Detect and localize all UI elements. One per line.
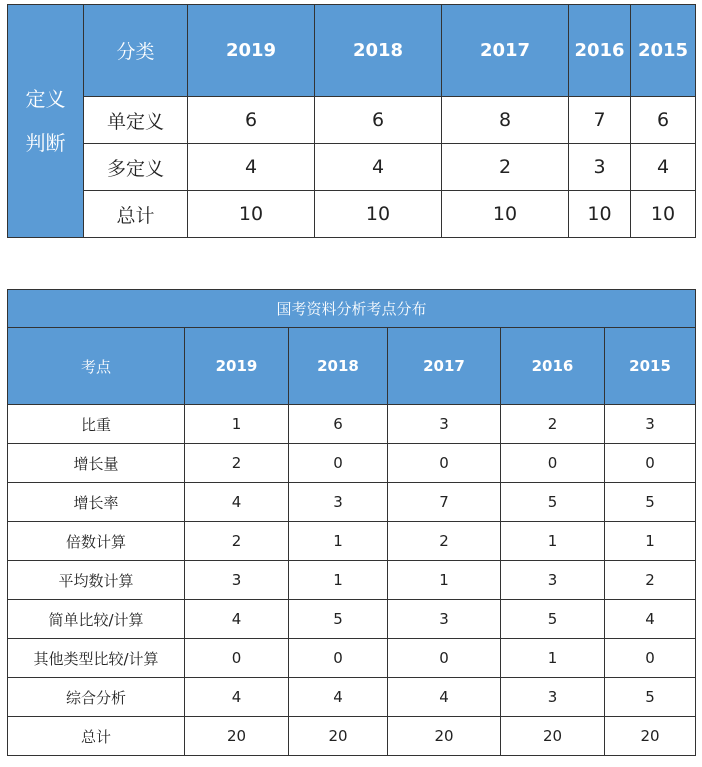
table-row [8,405,696,444]
table-row [8,144,696,191]
cell: 3 [289,483,388,522]
cell: 20 [501,717,605,756]
cell: 4 [188,144,315,191]
row-label: 比重 [8,405,185,444]
cell: 2 [388,522,501,561]
side-label [8,5,84,238]
cell: 1 [501,639,605,678]
header-year: 2017 [442,5,569,97]
cell: 10 [442,191,569,238]
data-analysis-topics-table [7,289,696,756]
table-row [8,522,696,561]
cell: 10 [631,191,696,238]
cell: 5 [501,600,605,639]
cell: 5 [289,600,388,639]
cell: 3 [388,600,501,639]
row-label: 平均数计算 [8,561,185,600]
cell: 1 [185,405,289,444]
cell: 0 [501,444,605,483]
cell: 4 [605,600,696,639]
cell: 1 [289,522,388,561]
cell: 6 [315,97,442,144]
cell: 4 [185,678,289,717]
cell: 6 [631,97,696,144]
table-row [8,444,696,483]
row-label: 简单比较/计算 [8,600,185,639]
row-label: 增长率 [8,483,185,522]
cell: 0 [289,639,388,678]
cell: 1 [605,522,696,561]
cell: 1 [388,561,501,600]
cell: 2 [442,144,569,191]
cell: 4 [289,678,388,717]
row-label: 多定义 [84,144,188,191]
row-label: 总计 [84,191,188,238]
cell: 20 [388,717,501,756]
header-topic: 考点 [8,328,185,405]
header-year: 2015 [605,328,696,405]
cell: 3 [388,405,501,444]
row-label: 单定义 [84,97,188,144]
header-year: 2018 [289,328,388,405]
cell: 4 [388,678,501,717]
cell: 5 [605,483,696,522]
cell: 0 [289,444,388,483]
cell: 2 [185,444,289,483]
header-year: 2017 [388,328,501,405]
definition-judgment-table [7,4,696,238]
header-year: 2016 [569,5,631,97]
table-row [8,717,696,756]
cell: 2 [185,522,289,561]
header-category: 分类 [84,5,188,97]
cell: 7 [569,97,631,144]
header-year: 2016 [501,328,605,405]
cell: 10 [188,191,315,238]
cell: 20 [289,717,388,756]
row-label: 增长量 [8,444,185,483]
cell: 3 [185,561,289,600]
table-row [8,600,696,639]
table-title: 国考资料分析考点分布 [8,290,696,328]
cell: 3 [501,678,605,717]
cell: 3 [569,144,631,191]
table-row [8,561,696,600]
cell: 0 [388,444,501,483]
table-row [8,483,696,522]
row-label: 综合分析 [8,678,185,717]
cell: 0 [388,639,501,678]
row-label: 总计 [8,717,185,756]
cell: 20 [605,717,696,756]
cell: 5 [501,483,605,522]
cell: 20 [185,717,289,756]
cell: 0 [605,444,696,483]
table-row [8,639,696,678]
cell: 3 [605,405,696,444]
cell: 8 [442,97,569,144]
header-year: 2015 [631,5,696,97]
row-label: 倍数计算 [8,522,185,561]
cell: 5 [605,678,696,717]
header-year: 2018 [315,5,442,97]
cell: 6 [289,405,388,444]
cell: 1 [501,522,605,561]
header-year: 2019 [188,5,315,97]
cell: 4 [185,483,289,522]
header-year: 2019 [185,328,289,405]
row-label: 其他类型比较/计算 [8,639,185,678]
cell: 4 [631,144,696,191]
side-label-line2: 判断 [25,131,66,155]
cell: 6 [188,97,315,144]
table-row [8,678,696,717]
cell: 3 [501,561,605,600]
cell: 7 [388,483,501,522]
cell: 1 [289,561,388,600]
cell: 0 [605,639,696,678]
cell: 0 [185,639,289,678]
cell: 2 [605,561,696,600]
cell: 4 [185,600,289,639]
side-label-line1: 定义 [25,87,66,111]
cell: 2 [501,405,605,444]
cell: 4 [315,144,442,191]
cell: 10 [315,191,442,238]
table-row [8,97,696,144]
cell: 10 [569,191,631,238]
table-row [8,191,696,238]
